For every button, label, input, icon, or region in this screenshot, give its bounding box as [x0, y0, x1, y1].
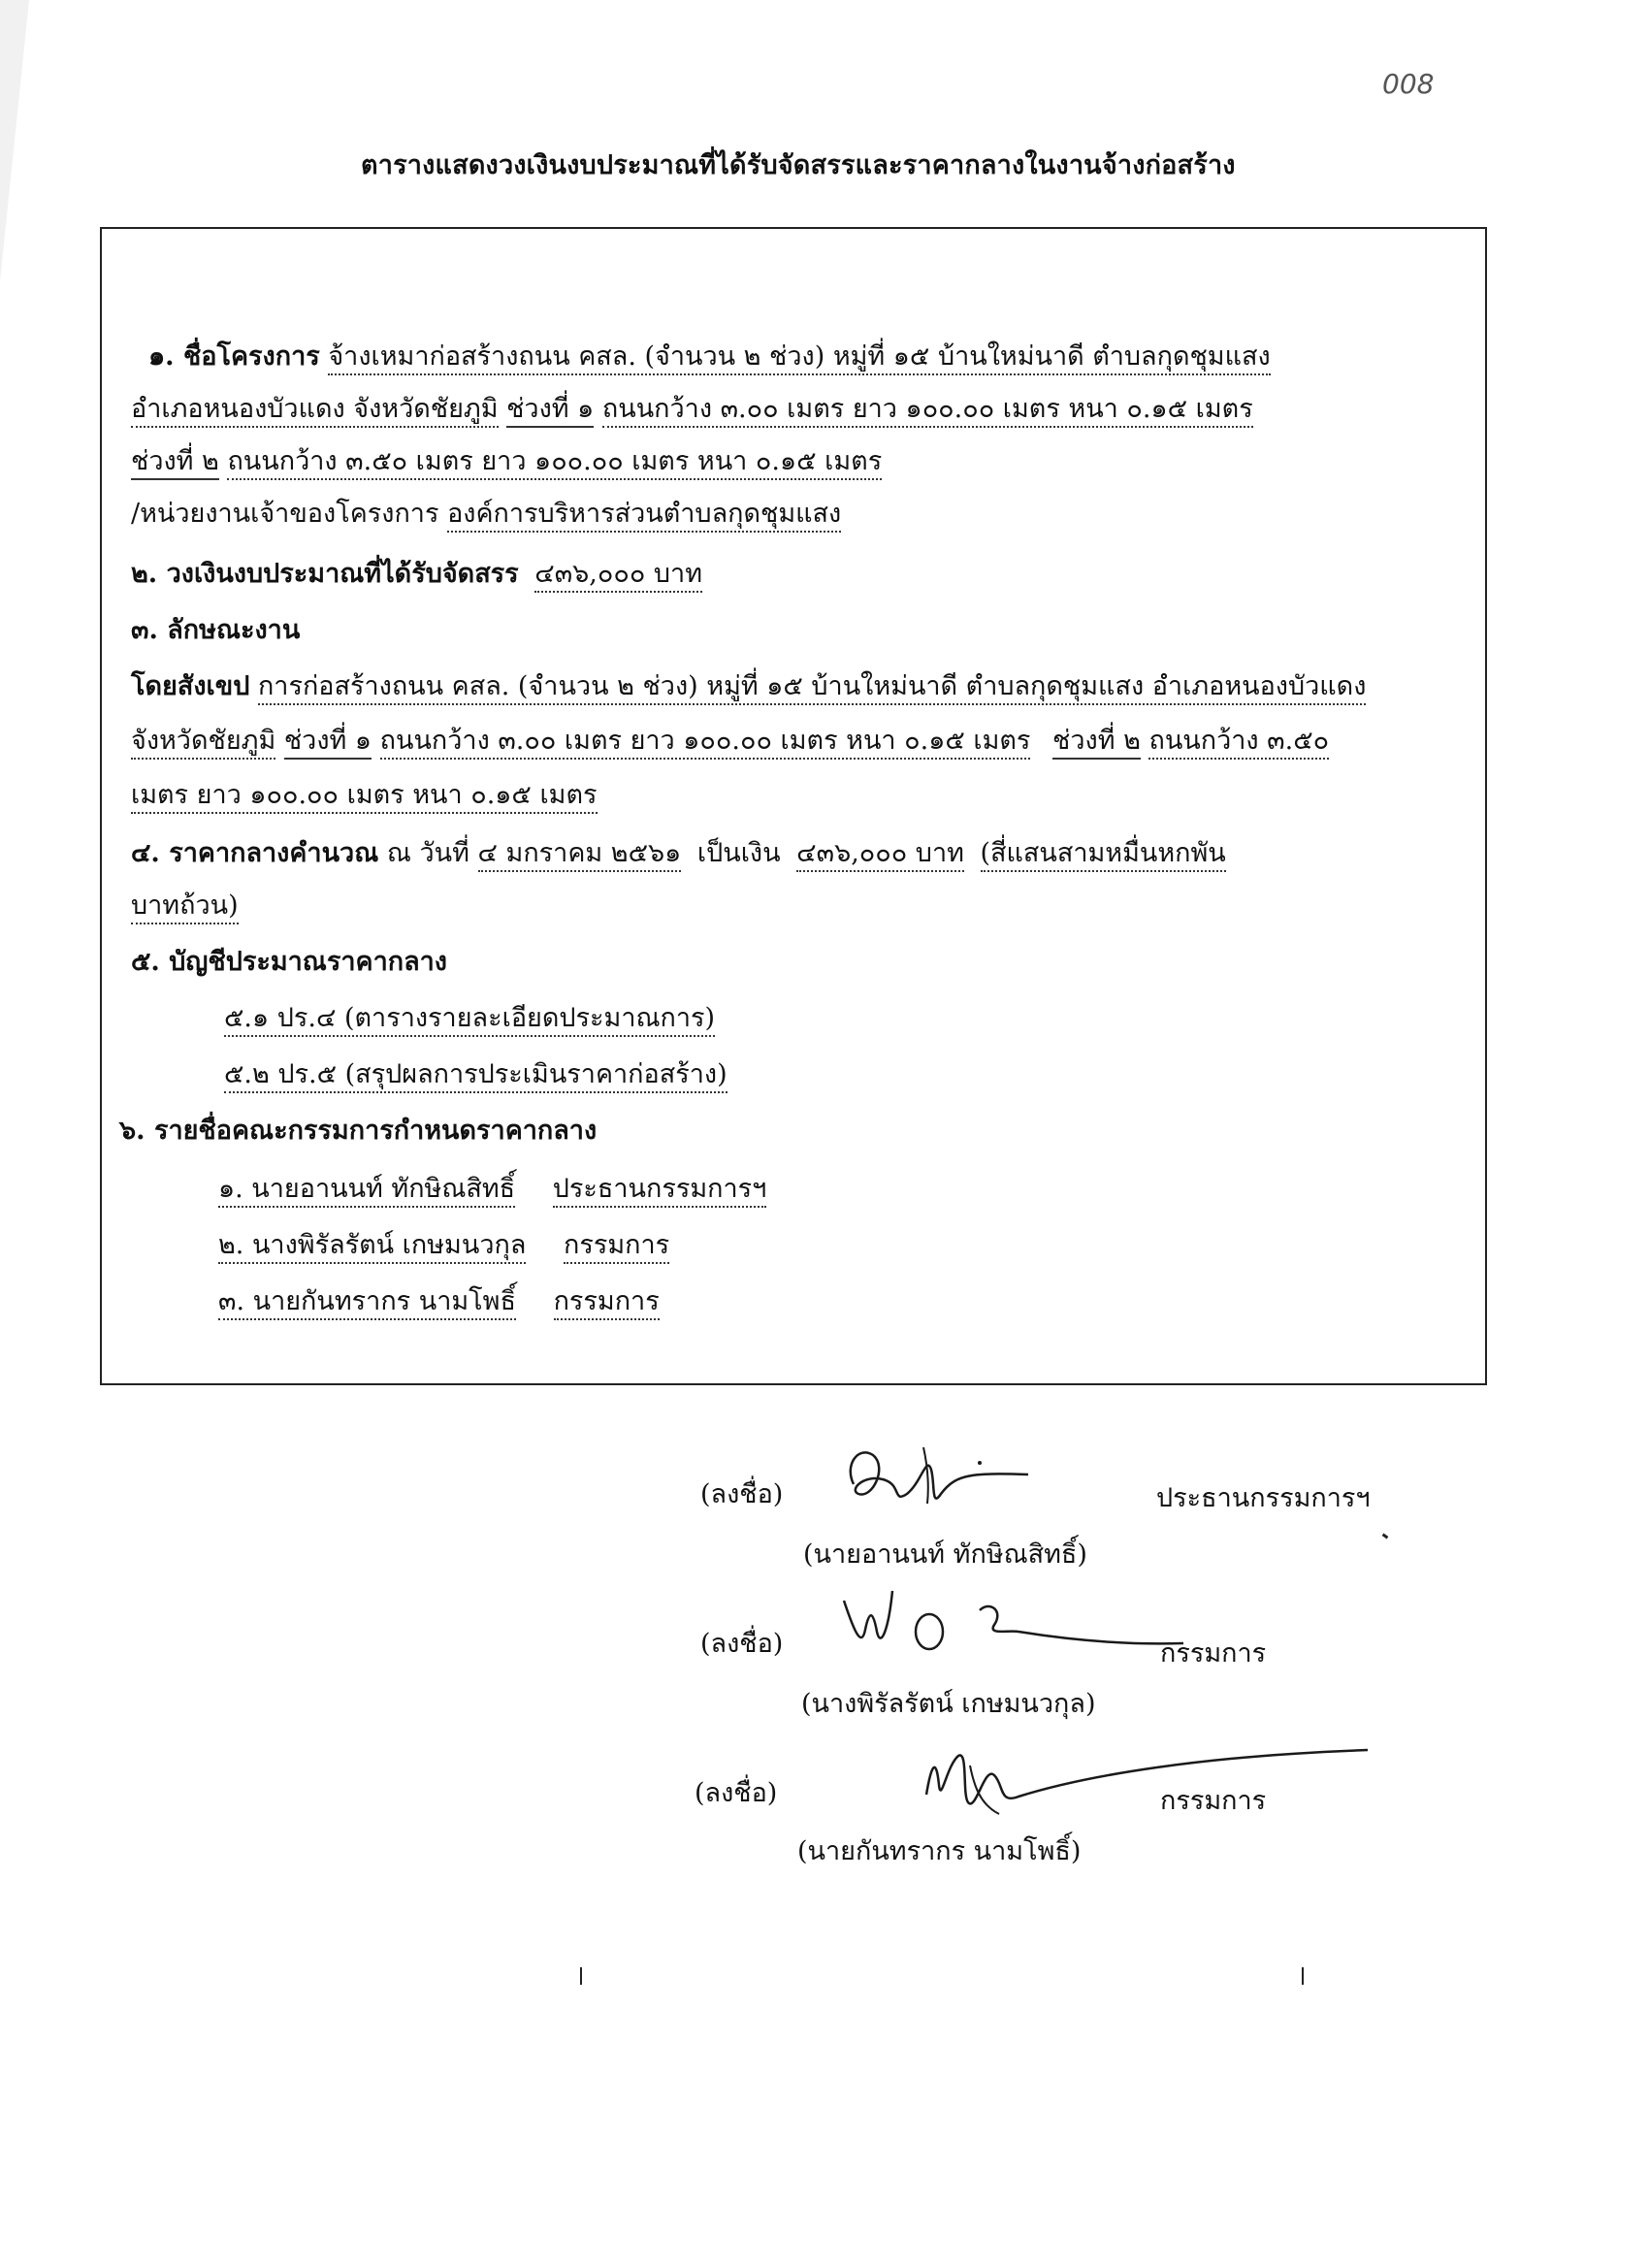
item3-summary-text: การก่อสร้างถนน คสล. (จำนวน ๒ ช่วง) หมู่ที่ ๑๕ บ้านใหม่นาดี ตำบลกุดชุมแสง อำเภอหนองบัวแดง: [258, 671, 1366, 705]
committee-member-2-role: กรรมการ: [564, 1230, 669, 1264]
committee-member-1-name: ๑. นายอานนท์ ทักษิณสิทธิ์: [218, 1174, 515, 1208]
signature-1-role: ประธานกรรมการฯ: [1156, 1483, 1371, 1513]
document-title: ตารางแสดงวงเงินงบประมาณที่ได้รับจัดสรรและราคากลางในงานจ้างก่อสร้าง: [361, 150, 1236, 180]
item3-line1: [131, 673, 1366, 699]
item2-line: [131, 561, 702, 587]
item3-section2-spec-cont: เมตร ยาว ๑๐๐.๐๐ เมตร หนา ๐.๑๕ เมตร: [131, 780, 598, 814]
signature-2-label: (ลงชื่อ): [700, 1629, 784, 1659]
item3-label: ๓. ลักษณะงาน: [131, 615, 301, 645]
scan-mark: [1302, 1967, 1304, 1985]
committee-member-2: [218, 1232, 669, 1258]
committee-member-2-name: ๒. นางพิรัลรัตน์ เกษมนวกุล: [218, 1230, 526, 1264]
committee-member-3-role: กรรมการ: [554, 1286, 660, 1320]
committee-member-1-role: ประธานกรรมการฯ: [553, 1174, 767, 1208]
signature-3-printed-name: (นายกันทรากร นามโพธิ์): [797, 1836, 1082, 1866]
item4-amount-prefix: เป็นเงิน: [696, 838, 781, 868]
item4-label: ๔. ราคากลางคำนวณ: [131, 838, 379, 868]
item1-project-name: จ้างเหมาก่อสร้างถนน คสล. (จำนวน ๒ ช่วง) หมู่ที่ ๑๕ บ้านใหม่นาดี ตำบลกุดชุมแสง: [328, 341, 1270, 375]
item4-line2: [131, 892, 239, 919]
item1-line3: [131, 448, 882, 474]
item1-section1-spec: ถนนกว้าง ๓.๐๐ เมตร ยาว ๑๐๐.๐๐ เมตร หนา ๐.๑๕ เมตร: [602, 394, 1253, 428]
page-number-annotation: 008: [1382, 68, 1435, 100]
item4-amount: ๔๓๖,๐๐๐ บาท: [796, 838, 964, 872]
item4-amount-words-cont: บาทถ้วน): [131, 891, 239, 924]
item2-label: ๒. วงเงินงบประมาณที่ได้รับจัดสรร: [131, 559, 519, 589]
item1-section2-spec: ถนนกว้าง ๓.๕๐ เมตร ยาว ๑๐๐.๐๐ เมตร หนา ๐.๑๕ เมตร: [227, 446, 882, 480]
item3-section1-spec: ถนนกว้าง ๓.๐๐ เมตร ยาว ๑๐๐.๐๐ เมตร หนา ๐.๑๕ เมตร: [380, 726, 1031, 760]
item1-owner-label: /หน่วยงานเจ้าของโครงการ: [131, 499, 439, 529]
scan-mark: [1382, 1534, 1389, 1539]
item3-line2: [131, 728, 1329, 754]
item3-summary-label: โดยสังเขป: [131, 671, 250, 701]
item5-sub1-text: ๕.๑ ปร.๔ (ตารางรายละเอียดประมาณการ): [224, 1003, 715, 1037]
item1-line2: [131, 396, 1253, 422]
item3-section2-label: ช่วงที่ ๒: [1052, 726, 1141, 760]
item6-label: ๖. รายชื่อคณะกรรมการกำหนดราคากลาง: [119, 1116, 598, 1146]
signature-2-printed-name: (นางพิรัลรัตน์ เกษมนวกุล): [801, 1689, 1096, 1719]
item5-sub1: [224, 1005, 715, 1031]
item5-sub2-text: ๕.๒ ปร.๕ (สรุปผลการประเมินราคาก่อสร้าง): [224, 1059, 728, 1093]
signature-1-handwritten: [834, 1426, 1048, 1533]
signature-3-role: กรรมการ: [1160, 1786, 1267, 1816]
signature-1-label: (ลงชื่อ): [700, 1479, 784, 1509]
scan-fold-shadow: [0, 0, 29, 281]
item3-section2-spec: ถนนกว้าง ๓.๕๐: [1148, 726, 1329, 760]
item1-section2-label: ช่วงที่ ๒: [131, 446, 219, 480]
item4-line1: [131, 840, 1226, 866]
signature-1-printed-name: (นายอานนท์ ทักษิณสิทธิ์): [803, 1539, 1087, 1570]
signature-3-label: (ลงชื่อ): [695, 1778, 778, 1808]
signature-2-handwritten: [834, 1571, 1193, 1678]
item4-date-prefix: ณ วันที่: [386, 838, 469, 868]
item4-date: ๔ มกราคม ๒๕๖๑: [478, 838, 682, 872]
item1-line1: [148, 343, 1271, 370]
details-box: [100, 227, 1487, 1385]
item2-value: ๔๓๖,๐๐๐ บาท: [534, 559, 702, 593]
item1-owner-value: องค์การบริหารส่วนตำบลกุดชุมแสง: [447, 499, 841, 533]
item1-section1-label: ช่วงที่ ๑: [506, 394, 594, 428]
signature-2-role: กรรมการ: [1160, 1638, 1267, 1669]
item4-amount-words: (สี่แสนสามหมื่นหกพัน: [981, 838, 1226, 872]
committee-member-3: [218, 1288, 660, 1314]
item1-district: อำเภอหนองบัวแดง จังหวัดชัยภูมิ: [131, 394, 499, 428]
item1-label: ๑. ชื่อโครงการ: [148, 341, 320, 372]
signature-3-handwritten: [912, 1727, 1377, 1833]
item1-owner-line: [131, 501, 841, 527]
item3-section1-label: ช่วงที่ ๑: [284, 726, 372, 760]
item3-province: จังหวัดชัยภูมิ: [131, 726, 275, 760]
committee-member-3-name: ๓. นายกันทรากร นามโพธิ์: [218, 1286, 516, 1320]
item5-label: ๕. บัญชีประมาณราคากลาง: [131, 947, 447, 977]
committee-member-1: [218, 1176, 766, 1202]
item5-sub2: [224, 1061, 728, 1087]
scan-mark: [580, 1967, 582, 1985]
item3-line3: [131, 782, 598, 808]
